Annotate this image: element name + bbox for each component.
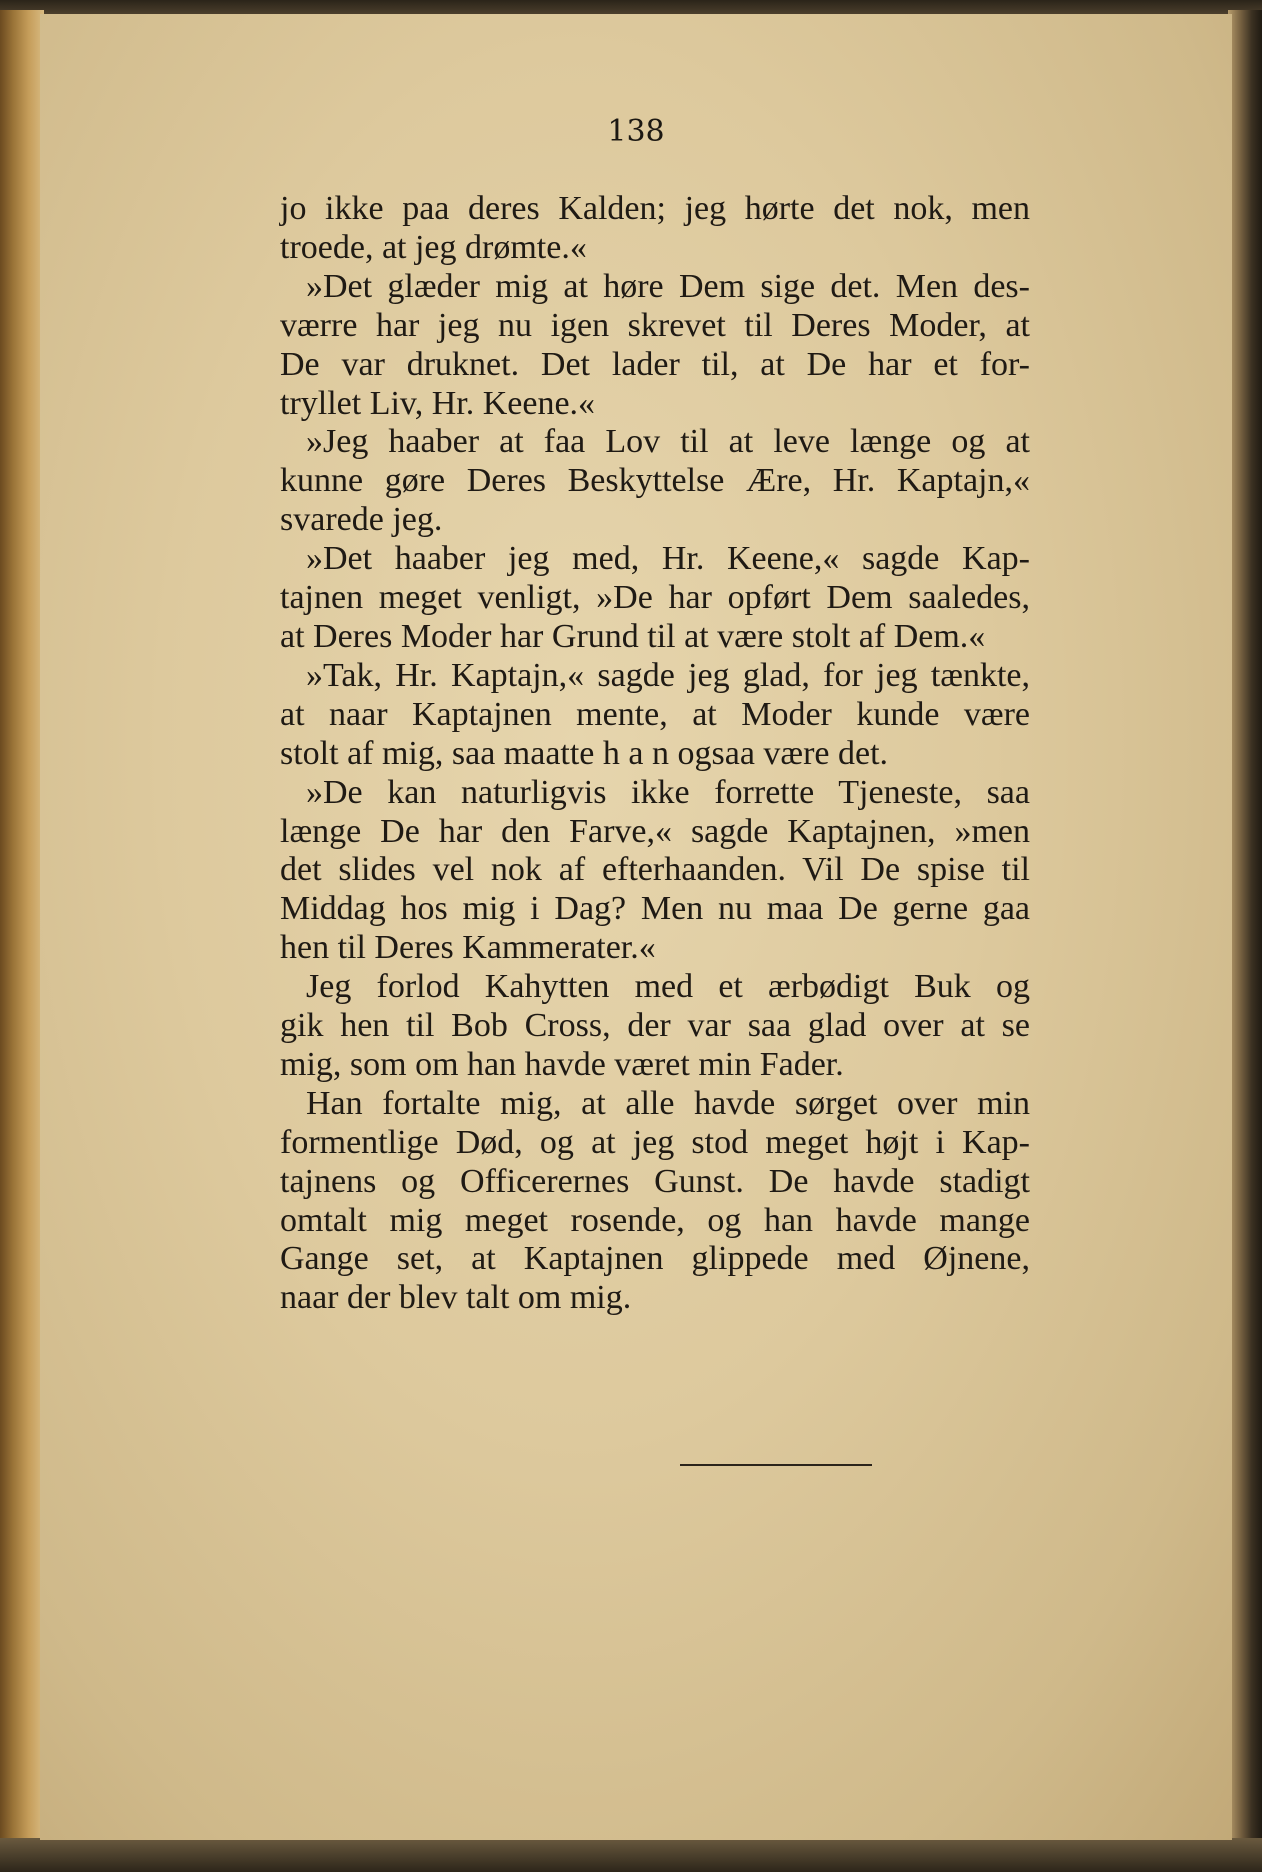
text-line: Jeg forlod Kahytten med et ærbødigt Buk og xyxy=(306,968,1030,1006)
text-line: at naar Kaptajnen mente, at Moder kunde være xyxy=(280,695,1030,733)
text-line: »Det glæder mig at høre Dem sige det. Men des- xyxy=(306,267,1030,305)
text-line: »Jeg haaber at faa Lov til at leve længe og at xyxy=(306,423,1030,461)
page-stack-edge xyxy=(1228,10,1262,1840)
top-page-edge xyxy=(0,0,1262,14)
text-line: omtalt mig meget rosende, og han havde mange xyxy=(280,1201,1030,1239)
text-line: Han fortalte mig, at alle havde sørget over min xyxy=(306,1084,1030,1122)
text-line: jo ikke paa deres Kalden; jeg hørte det nok, men xyxy=(280,190,1030,227)
text-line: hen til Deres Kammerater.« xyxy=(280,929,656,967)
chapter-end-rule xyxy=(680,1464,872,1466)
text-line: Gange set, at Kaptajnen glippede med Øjnene, xyxy=(280,1240,1030,1278)
text-line: »Tak, Hr. Kaptajn,« sagde jeg glad, for jeg tænkte, xyxy=(306,656,1030,694)
text-line: De var druknet. Det lader til, at De har et for- xyxy=(280,345,1030,383)
text-line: svarede jeg. xyxy=(280,501,443,539)
text-line: stolt af mig, saa maatte h a n ogsaa være det. xyxy=(280,734,889,772)
book-binding-edge xyxy=(0,10,44,1840)
text-line: at Deres Moder har Grund til at være stolt af Dem.« xyxy=(280,617,986,655)
text-line: Middag hos mig i Dag? Men nu maa De gerne gaa xyxy=(280,890,1030,928)
bottom-page-edge xyxy=(0,1838,1262,1872)
page-number: 138 xyxy=(607,114,665,149)
text-line: tajnens og Officerernes Gunst. De havde stadigt xyxy=(280,1162,1030,1200)
text-line: mig, som om han havde været min Fader. xyxy=(280,1045,844,1083)
text-line: gik hen til Bob Cross, der var saa glad over at se xyxy=(280,1007,1030,1045)
text-line: naar der blev talt om mig. xyxy=(280,1279,632,1317)
text-line: »De kan naturligvis ikke forrette Tjeneste, saa xyxy=(306,773,1030,811)
text-line: længe De har den Farve,« sagde Kaptajnen, »men xyxy=(280,812,1030,850)
text-line: værre har jeg nu igen skrevet til Deres Moder, at xyxy=(280,306,1030,344)
text-line: tryllet Liv, Hr. Keene.« xyxy=(280,384,596,422)
text-line: formentlige Død, og at jeg stod meget højt i Kap- xyxy=(280,1123,1030,1161)
text-line: tajnen meget venligt, »De har opført Dem saaledes, xyxy=(280,579,1030,617)
body-text xyxy=(280,190,1030,1318)
text-line: »Det haaber jeg med, Hr. Keene,« sagde Kap- xyxy=(306,540,1030,578)
book-page xyxy=(40,14,1232,1840)
text-line: det slides vel nok af efterhaanden. Vil De spise til xyxy=(280,851,1030,889)
text-line: kunne gøre Deres Beskyttelse Ære, Hr. Kaptajn,« xyxy=(280,462,1030,500)
text-line: troede, at jeg drømte.« xyxy=(280,228,587,266)
